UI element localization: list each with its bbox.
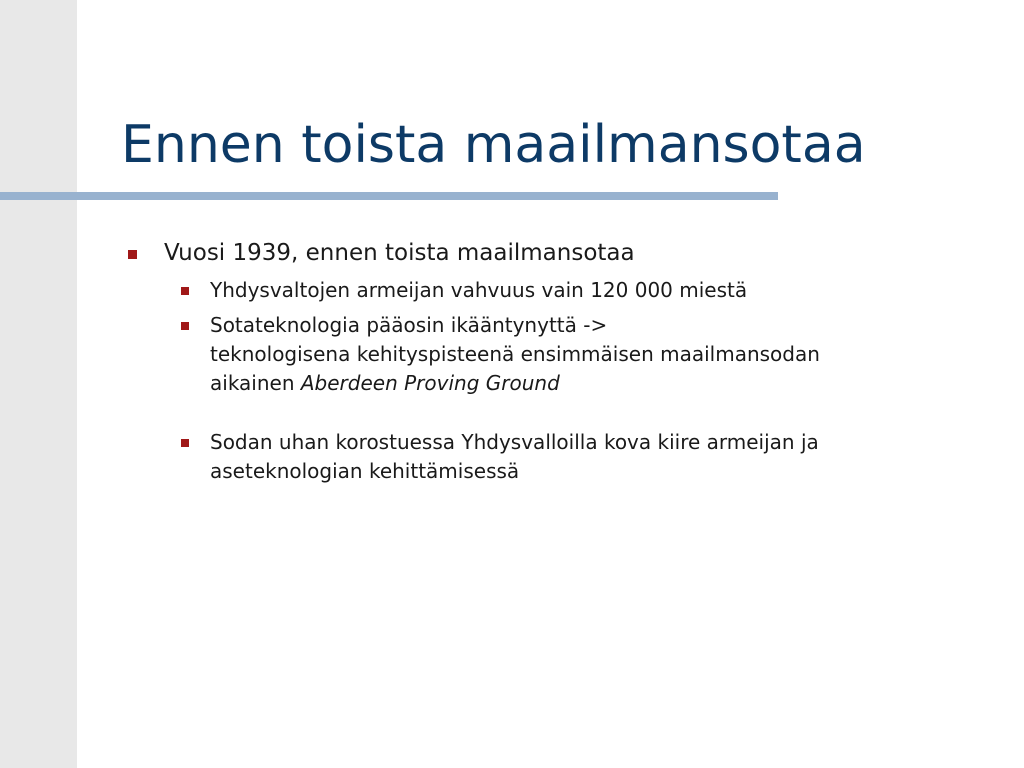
- subbullet-text-line-1: Sodan uhan korostuessa Yhdysvalloilla kova kiire armeijan ja: [210, 430, 819, 454]
- left-band-decoration: [0, 0, 77, 768]
- bullet-list: [124, 236, 1004, 486]
- square-bullet-icon: [181, 439, 189, 447]
- bullet-item-1939: [124, 236, 1004, 270]
- square-bullet-icon: [181, 322, 189, 330]
- bullet-text: Vuosi 1939, ennen toista maailmansotaa: [164, 240, 635, 266]
- aberdeen-proving-ground-text: Aberdeen Proving Ground: [300, 371, 560, 395]
- square-bullet-icon: [128, 250, 137, 259]
- slide-title: Ennen toista maailmansotaa: [121, 115, 866, 175]
- subbullet-text-line-2: aseteknologian kehittämisessä: [210, 459, 520, 483]
- title-underline: [0, 192, 778, 200]
- subbullet-text-line-2: teknologisena kehityspisteenä ensimmäisen maailmansodan: [210, 342, 820, 366]
- subbullet-item-military-technology: [124, 311, 1004, 398]
- subbullet-item-war-threat: [124, 428, 1004, 486]
- subbullet-text-line-3: [210, 369, 1004, 398]
- subbullet-text-line-1: Sotateknologia pääosin ikääntynyttä ->: [210, 313, 608, 337]
- subbullet-text: Yhdysvaltojen armeijan vahvuus vain 120 000 miestä: [210, 278, 748, 302]
- subbullet-item-army-strength: [124, 276, 1004, 305]
- square-bullet-icon: [181, 287, 189, 295]
- subbullet-text-prefix: aikainen: [210, 371, 301, 395]
